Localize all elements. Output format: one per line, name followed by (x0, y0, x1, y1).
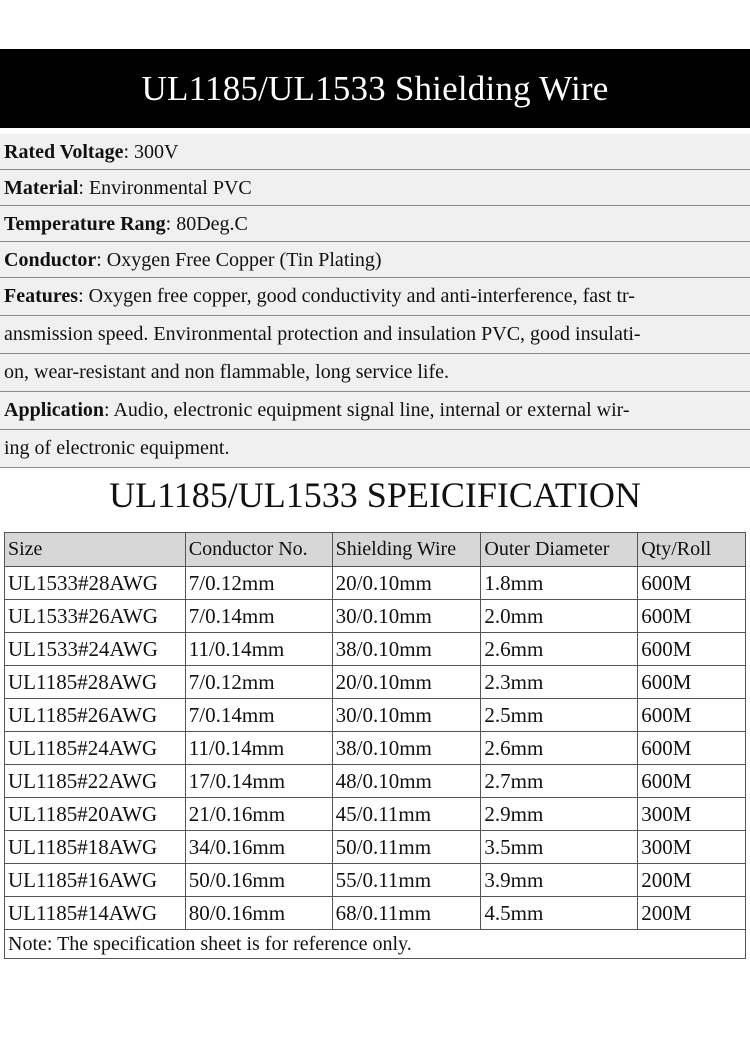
temperature-value: : 80Deg.C (165, 213, 248, 235)
features-text-3: on, wear-resistant and non flammable, long service life. (4, 361, 449, 383)
table-row (5, 864, 746, 897)
page-banner (0, 49, 750, 128)
features-text-1: : Oxygen free copper, good conductivity and anti-interference, fast tr- (78, 285, 635, 307)
cell-size: UL1185#18AWG (5, 831, 186, 864)
application-label: Application (4, 399, 105, 421)
cell-size: UL1185#20AWG (5, 798, 186, 831)
rated-voltage-label: Rated Voltage (4, 141, 124, 163)
conductor-value: : Oxygen Free Copper (Tin Plating) (96, 249, 382, 271)
specification-table (4, 532, 746, 959)
application-line-2 (0, 430, 750, 467)
features-text-2: ansmission speed. Environmental protection and insulation PVC, good insulati- (4, 323, 641, 345)
header-size: Size (5, 533, 186, 567)
cell-qty-roll: 600M (638, 666, 746, 699)
cell-outer-diameter: 2.6mm (481, 633, 638, 666)
table-row (5, 633, 746, 666)
conductor-label: Conductor (4, 249, 97, 271)
cell-outer-diameter: 2.3mm (481, 666, 638, 699)
cell-size: UL1185#24AWG (5, 732, 186, 765)
features-line-1 (0, 278, 750, 316)
cell-size: UL1533#26AWG (5, 600, 186, 633)
cell-size: UL1185#22AWG (5, 765, 186, 798)
header-shielding-wire: Shielding Wire (332, 533, 481, 567)
cell-outer-diameter: 2.7mm (481, 765, 638, 798)
material-label: Material (4, 177, 79, 199)
cell-qty-roll: 600M (638, 633, 746, 666)
table-row (5, 699, 746, 732)
specification-title: UL1185/UL1533 SPEICIFICATION (109, 475, 641, 515)
application-text-2: ing of electronic equipment. (4, 437, 230, 459)
cell-conductor-no: 17/0.14mm (185, 765, 332, 798)
table-row (5, 732, 746, 765)
cell-outer-diameter: 2.5mm (481, 699, 638, 732)
application-text-1: : Audio, electronic equipment signal line, internal or external wir- (104, 399, 630, 421)
cell-shielding-wire: 68/0.11mm (332, 897, 481, 930)
cell-outer-diameter: 2.9mm (481, 798, 638, 831)
features-label: Features (4, 285, 79, 307)
spec-row-temperature (0, 206, 750, 242)
cell-conductor-no: 34/0.16mm (185, 831, 332, 864)
cell-conductor-no: 7/0.14mm (185, 699, 332, 732)
cell-conductor-no: 11/0.14mm (185, 732, 332, 765)
banner-title: UL1185/UL1533 Shielding Wire (141, 68, 609, 108)
table-row (5, 798, 746, 831)
cell-qty-roll: 300M (638, 798, 746, 831)
cell-shielding-wire: 50/0.11mm (332, 831, 481, 864)
table-row (5, 600, 746, 633)
spec-row-rated-voltage (0, 134, 750, 170)
cell-qty-roll: 600M (638, 567, 746, 600)
spec-row-application (0, 392, 750, 468)
cell-conductor-no: 80/0.16mm (185, 897, 332, 930)
cell-qty-roll: 600M (638, 732, 746, 765)
table-note: Note: The specification sheet is for reference only. (5, 930, 746, 959)
header-qty-roll: Qty/Roll (638, 533, 746, 567)
table-row (5, 567, 746, 600)
cell-conductor-no: 50/0.16mm (185, 864, 332, 897)
spec-list (0, 134, 750, 468)
cell-conductor-no: 7/0.12mm (185, 666, 332, 699)
features-line-3 (0, 354, 750, 391)
cell-shielding-wire: 30/0.10mm (332, 600, 481, 633)
table-note-row (5, 930, 746, 959)
spec-row-features (0, 278, 750, 392)
cell-shielding-wire: 48/0.10mm (332, 765, 481, 798)
cell-qty-roll: 200M (638, 864, 746, 897)
cell-qty-roll: 600M (638, 699, 746, 732)
cell-outer-diameter: 3.5mm (481, 831, 638, 864)
cell-conductor-no: 7/0.14mm (185, 600, 332, 633)
table-header-row (5, 533, 746, 567)
cell-conductor-no: 21/0.16mm (185, 798, 332, 831)
cell-qty-roll: 300M (638, 831, 746, 864)
table-row (5, 897, 746, 930)
header-conductor-no: Conductor No. (185, 533, 332, 567)
material-value: : Environmental PVC (78, 177, 252, 199)
cell-qty-roll: 200M (638, 897, 746, 930)
cell-outer-diameter: 2.6mm (481, 732, 638, 765)
table-row (5, 831, 746, 864)
cell-size: UL1533#28AWG (5, 567, 186, 600)
cell-shielding-wire: 20/0.10mm (332, 567, 481, 600)
cell-size: UL1185#16AWG (5, 864, 186, 897)
cell-shielding-wire: 38/0.10mm (332, 732, 481, 765)
table-row (5, 666, 746, 699)
temperature-label: Temperature Rang (4, 213, 166, 235)
table-row (5, 765, 746, 798)
cell-size: UL1533#24AWG (5, 633, 186, 666)
spec-row-material (0, 170, 750, 206)
features-line-2 (0, 316, 750, 354)
cell-conductor-no: 7/0.12mm (185, 567, 332, 600)
cell-size: UL1185#14AWG (5, 897, 186, 930)
cell-qty-roll: 600M (638, 600, 746, 633)
cell-shielding-wire: 55/0.11mm (332, 864, 481, 897)
header-outer-diameter: Outer Diameter (481, 533, 638, 567)
cell-qty-roll: 600M (638, 765, 746, 798)
cell-shielding-wire: 30/0.10mm (332, 699, 481, 732)
cell-outer-diameter: 2.0mm (481, 600, 638, 633)
cell-outer-diameter: 3.9mm (481, 864, 638, 897)
cell-shielding-wire: 45/0.11mm (332, 798, 481, 831)
cell-shielding-wire: 20/0.10mm (332, 666, 481, 699)
cell-shielding-wire: 38/0.10mm (332, 633, 481, 666)
spec-row-conductor (0, 242, 750, 278)
cell-size: UL1185#28AWG (5, 666, 186, 699)
cell-conductor-no: 11/0.14mm (185, 633, 332, 666)
rated-voltage-value: : 300V (123, 141, 179, 163)
cell-size: UL1185#26AWG (5, 699, 186, 732)
cell-outer-diameter: 4.5mm (481, 897, 638, 930)
application-line-1 (0, 392, 750, 430)
cell-outer-diameter: 1.8mm (481, 567, 638, 600)
